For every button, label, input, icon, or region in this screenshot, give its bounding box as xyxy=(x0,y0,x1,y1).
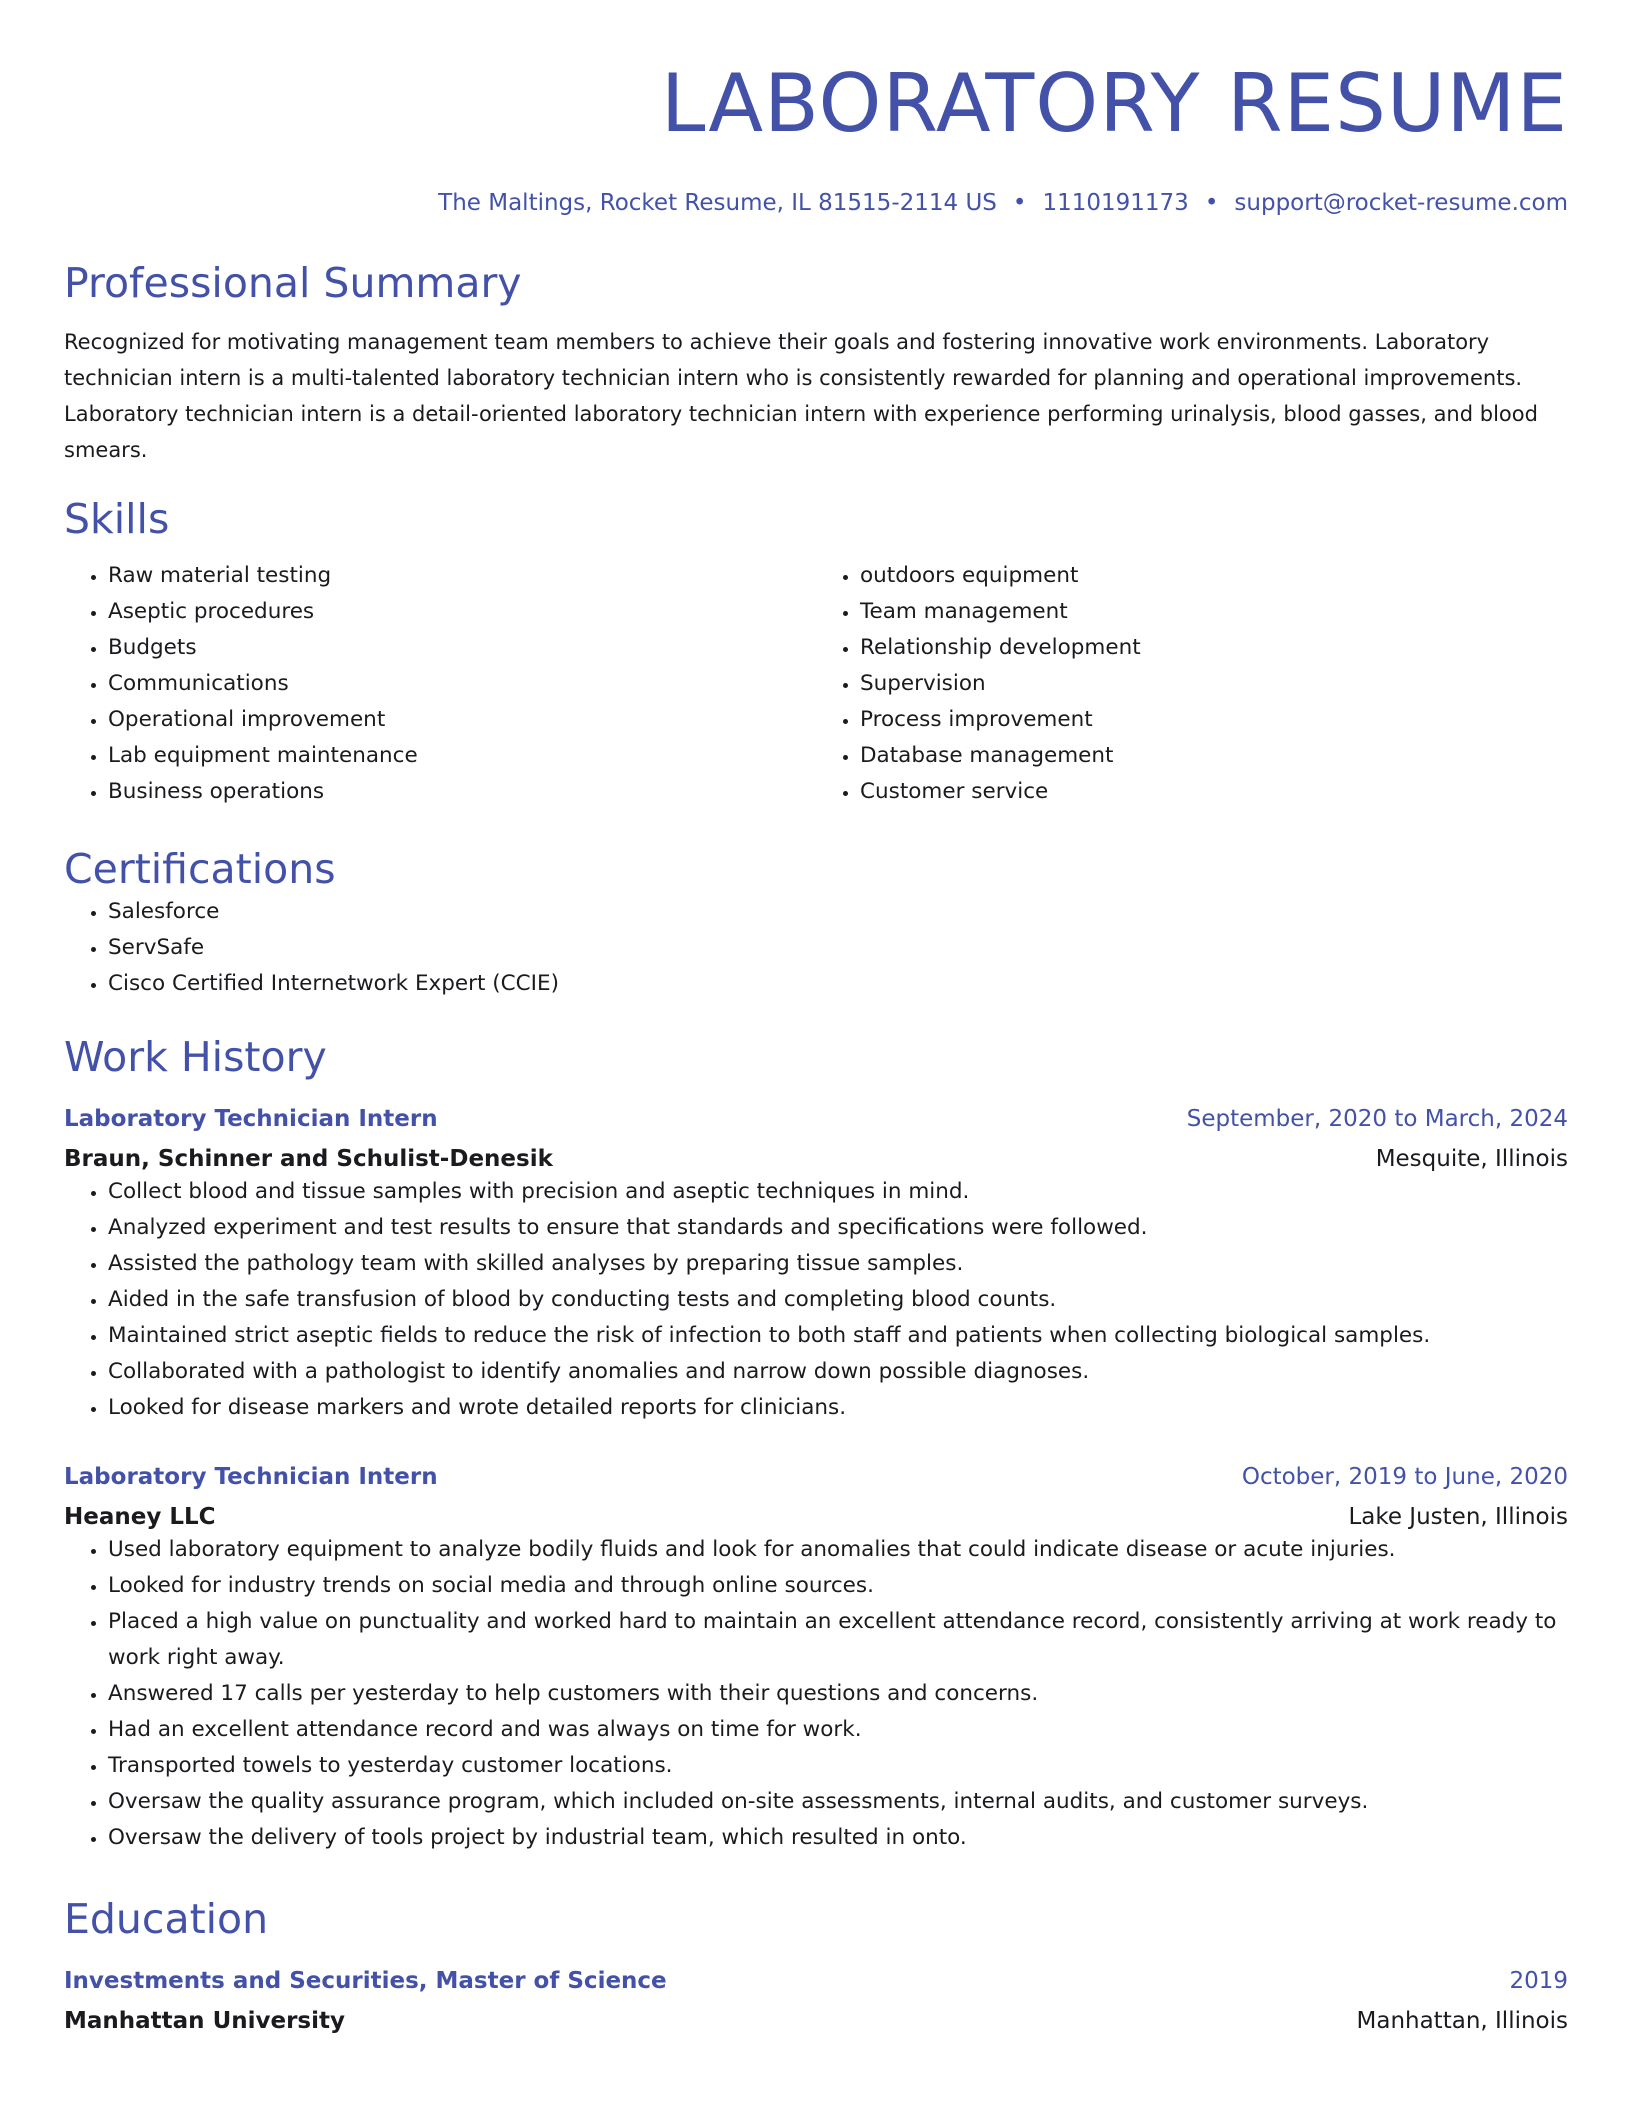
skills-columns xyxy=(64,558,1568,810)
work-history-heading: Work History xyxy=(64,1033,327,1081)
job-bullet: • Maintained strict aseptic fields to reduce the risk of infection to both staff and patients when collecting biological samples. xyxy=(108,1318,1568,1354)
job-header xyxy=(64,1462,1568,1492)
job-bullet: • Aided in the safe transfusion of blood by conducting tests and completing blood counts. xyxy=(108,1282,1568,1318)
job-bullets xyxy=(64,1532,1568,1856)
job-location: Lake Justen, Illinois xyxy=(1348,1504,1568,1530)
job-bullet: • Collect blood and tissue samples with precision and aseptic techniques in mind. xyxy=(108,1174,1568,1210)
summary-heading: Professional Summary xyxy=(64,259,522,307)
certification-item: • Cisco Certified Internetwork Expert (CCIE) xyxy=(108,966,1568,1002)
certification-item: • ServSafe xyxy=(108,930,1568,966)
skill-item: • Lab equipment maintenance xyxy=(108,738,816,774)
job-bullet: • Placed a high value on punctuality and worked hard to maintain an excellent attendance record, consistently arriving at work ready to work right away. xyxy=(108,1604,1568,1676)
skill-item: • Process improvement xyxy=(860,702,1568,738)
job-subheader xyxy=(64,1502,1568,1532)
resume-header xyxy=(64,56,1568,218)
skill-item: • Database management xyxy=(860,738,1568,774)
contact-line xyxy=(64,188,1568,218)
contact-phone: 1110191173 xyxy=(1042,190,1189,216)
skill-item: • Communications xyxy=(108,666,816,702)
job-bullet: • Collaborated with a pathologist to identify anomalies and narrow down possible diagnoses. xyxy=(108,1354,1568,1390)
skills-heading: Skills xyxy=(64,495,170,543)
job-location: Mesquite, Illinois xyxy=(1375,1146,1568,1172)
skill-item: • Aseptic procedures xyxy=(108,594,816,630)
job-subheader xyxy=(64,1144,1568,1174)
skill-item: • outdoors equipment xyxy=(860,558,1568,594)
job-bullet: • Looked for disease markers and wrote detailed reports for clinicians. xyxy=(108,1390,1568,1426)
job-bullet: • Oversaw the quality assurance program, which included on-site assessments, internal audits, and customer surveys. xyxy=(108,1784,1568,1820)
education-entry xyxy=(64,1966,1568,2036)
skill-item: • Operational improvement xyxy=(108,702,816,738)
skill-item: • Customer service xyxy=(860,774,1568,810)
education-location: Manhattan, Illinois xyxy=(1356,2008,1568,2034)
job-bullet: • Answered 17 calls per yesterday to help customers with their questions and concerns. xyxy=(108,1676,1568,1712)
job-bullet: • Oversaw the delivery of tools project by industrial team, which resulted in onto. xyxy=(108,1820,1568,1856)
certifications-heading: Certifications xyxy=(64,845,336,893)
skill-item: • Business operations xyxy=(108,774,816,810)
skill-item: • Raw material testing xyxy=(108,558,816,594)
resume-name: LABORATORY RESUME xyxy=(660,57,1568,150)
education-heading: Education xyxy=(64,1895,269,1943)
job-dates: September, 2020 to March, 2024 xyxy=(1186,1106,1568,1132)
job-bullet: • Used laboratory equipment to analyze bodily fluids and look for anomalies that could indicate disease or acute injuries. xyxy=(108,1532,1568,1568)
education-subheader xyxy=(64,2006,1568,2036)
skill-item: • Relationship development xyxy=(860,630,1568,666)
job-bullet: • Analyzed experiment and test results to ensure that standards and specifications were followed. xyxy=(108,1210,1568,1246)
job-bullet: • Had an excellent attendance record and was always on time for work. xyxy=(108,1712,1568,1748)
job-bullets xyxy=(64,1174,1568,1426)
job-title: Laboratory Technician Intern xyxy=(64,1106,438,1132)
contact-email: support@rocket-resume.com xyxy=(1234,190,1568,216)
job-bullet: • Transported towels to yesterday customer locations. xyxy=(108,1748,1568,1784)
contact-separator: • xyxy=(1204,190,1219,216)
education-header xyxy=(64,1966,1568,1996)
certification-item: • Salesforce xyxy=(108,894,1568,930)
education-school: Manhattan University xyxy=(64,2008,345,2034)
job-title: Laboratory Technician Intern xyxy=(64,1464,438,1490)
summary-text: Recognized for motivating management team members to achieve their goals and fostering innovative work environments. Laboratory technician intern is a multi-talented laboratory technician intern who is consistently rewarded for planning and operational improvements. Laboratory technician intern is a detail-oriented laboratory technician intern with experience performing urinalysis, blood gasses, and blood smears. xyxy=(64,330,1538,462)
contact-separator: • xyxy=(1012,190,1027,216)
skill-item: • Budgets xyxy=(108,630,816,666)
skills-list-right xyxy=(816,558,1568,810)
job-bullet: • Assisted the pathology team with skilled analyses by preparing tissue samples. xyxy=(108,1246,1568,1282)
education-degree: Investments and Securities, Master of Science xyxy=(64,1968,667,1994)
job-entry xyxy=(64,1462,1568,1856)
skill-item: • Team management xyxy=(860,594,1568,630)
certifications-list xyxy=(64,894,1568,1002)
skill-item: • Supervision xyxy=(860,666,1568,702)
job-entry xyxy=(64,1104,1568,1426)
contact-address: The Maltings, Rocket Resume, IL 81515-2114 US xyxy=(438,190,997,216)
job-header xyxy=(64,1104,1568,1134)
education-year: 2019 xyxy=(1509,1968,1568,1994)
job-company: Braun, Schinner and Schulist-Denesik xyxy=(64,1146,553,1172)
job-bullet: • Looked for industry trends on social media and through online sources. xyxy=(108,1568,1568,1604)
job-dates: October, 2019 to June, 2020 xyxy=(1241,1464,1568,1490)
skills-list-left xyxy=(64,558,816,810)
job-company: Heaney LLC xyxy=(64,1504,216,1530)
